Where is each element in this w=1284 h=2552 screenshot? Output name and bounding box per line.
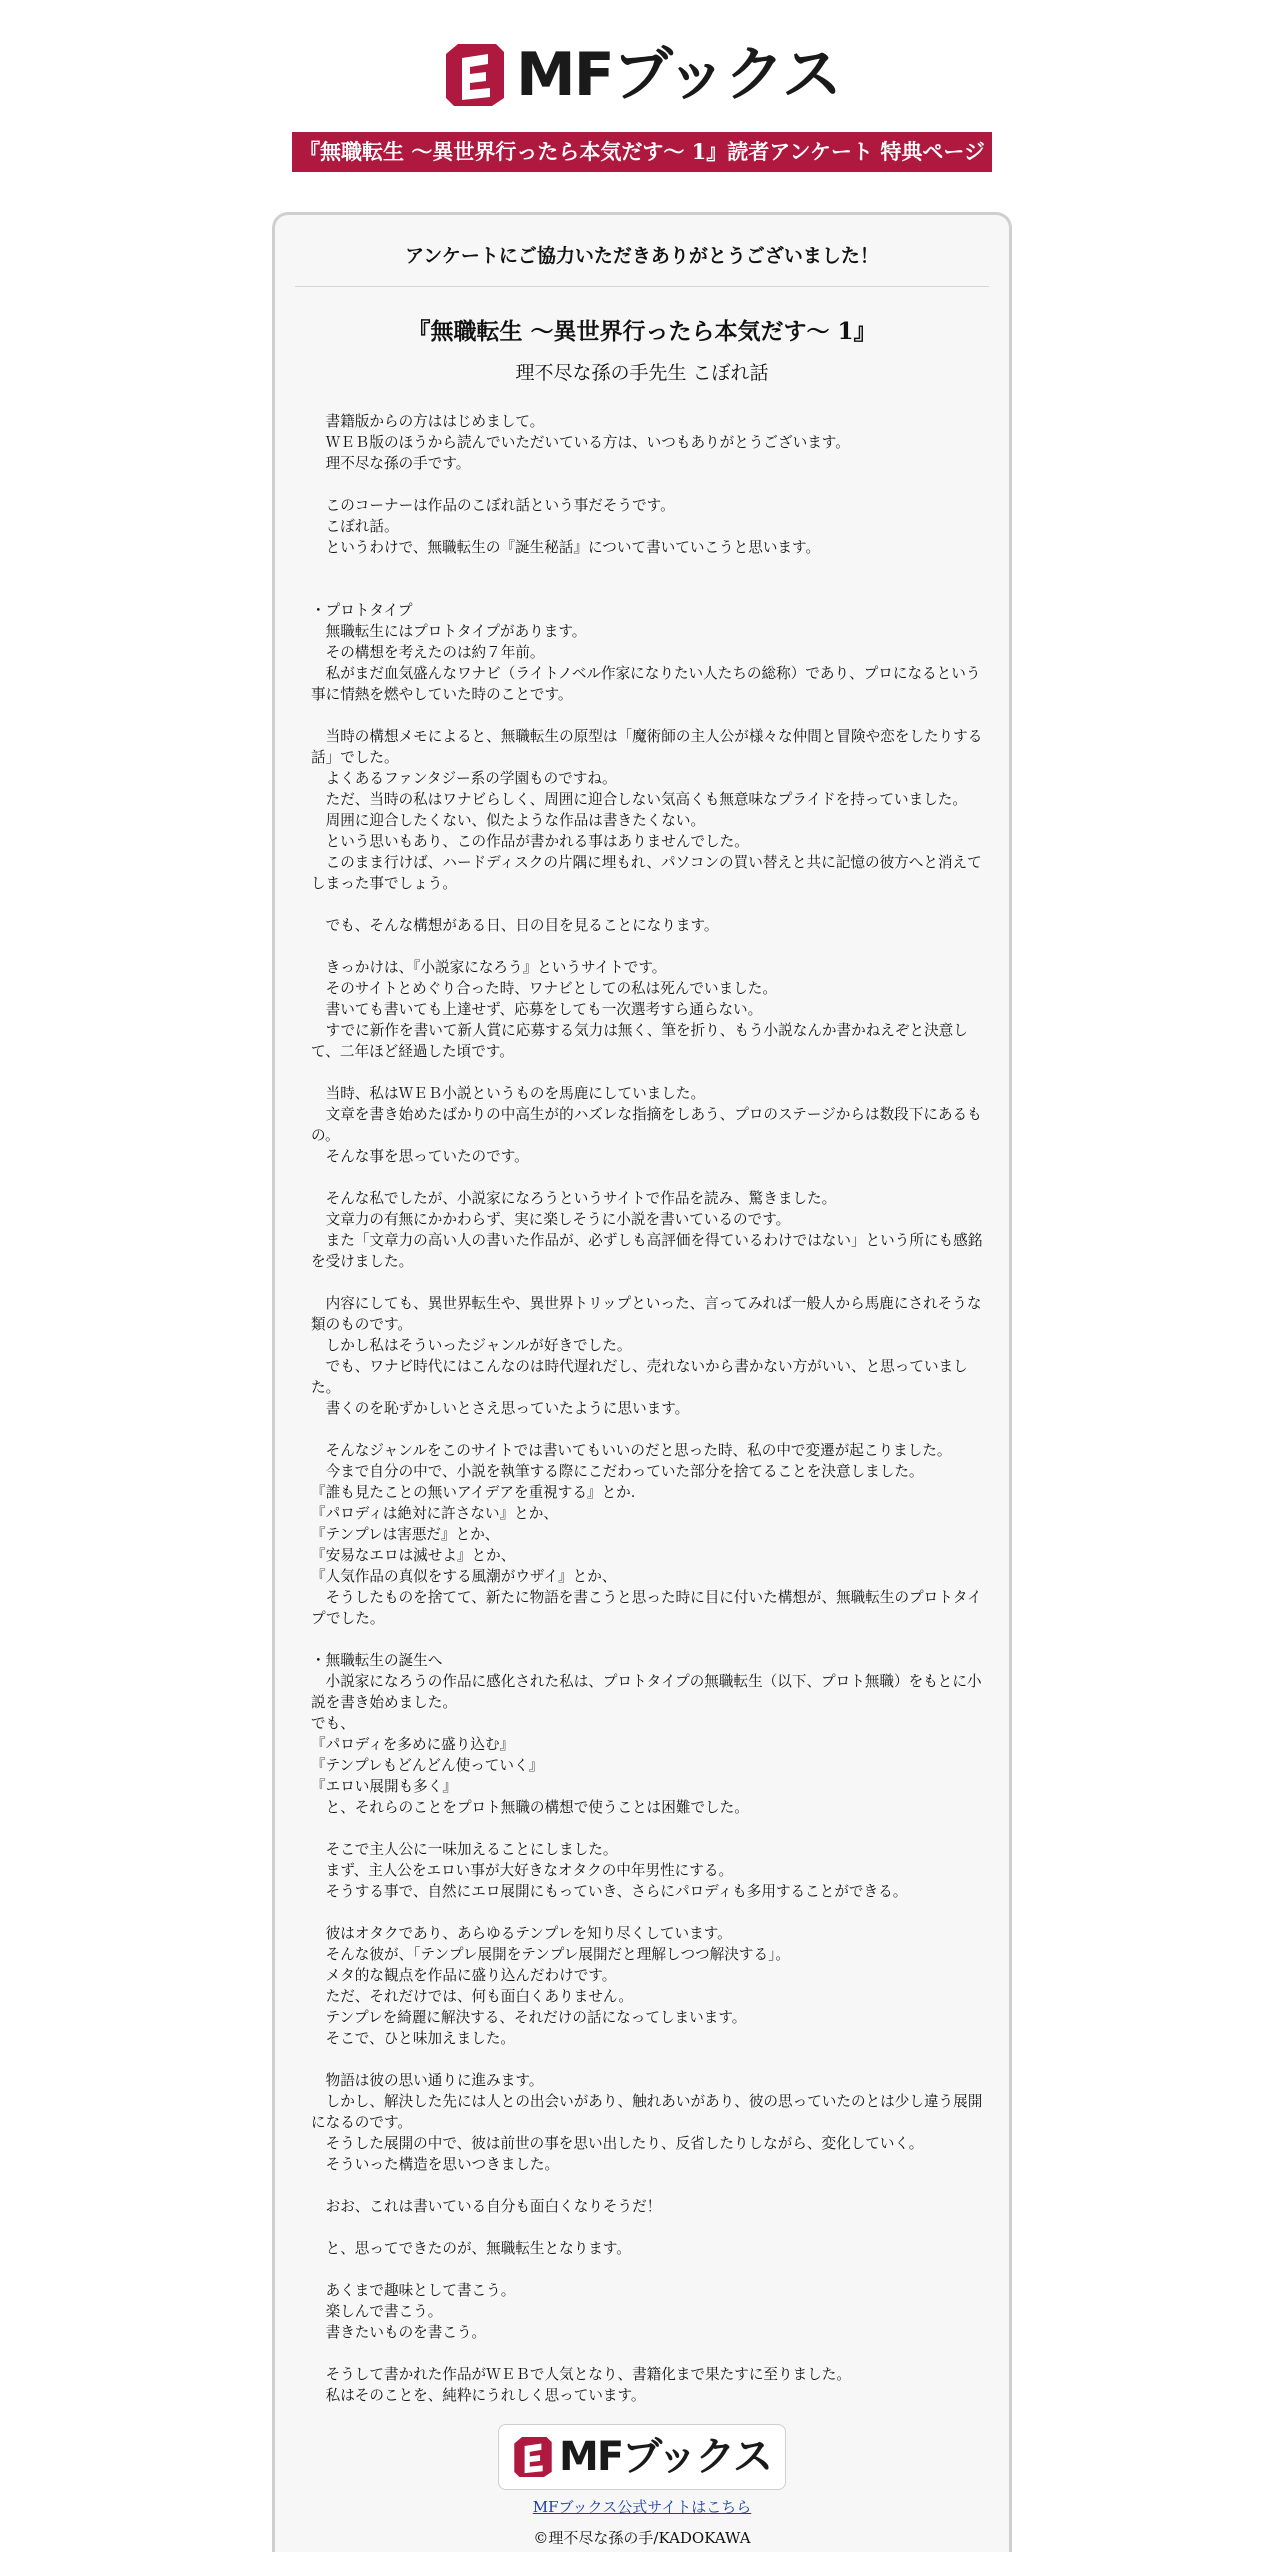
article-body: 書籍版からの方ははじめまして。 ＷＥＢ版のほうから読んでいただいている方は、いつもありがとうございます。 理不尽な孫の手です。 このコーナーは作品のこぼれ話という事だそうです。 こぼれ話。 というわけで、無職転生の『誕生秘話』について書いていこうと思います。 ・プロトタイプ 無職転生にはプロトタイプがあります。 その構想を考えたのは約７年前。 私がまだ血気盛んなワナビ（ライトノベル作家になりたい人たちの総称）であり、プロになるという事に情熱を燃やしていた時のことです。 当時の構想メモによると、無職転生の原型は「魔術師の主人公が様々な仲間と冒険や恋をしたりする話」でした。 よくあるファンタジー系の学園ものですね。 ただ、当時の私はワナビらしく、周囲に迎合しない気高くも無意味なプライドを持っていました。 周囲に迎合したくない、似たような作品は書きたくない。 という思いもあり、この作品が書かれる事はありませんでした。 このまま行けば、ハードディスクの片隅に埋もれ、パソコンの買い替えと共に記憶の彼方へと消えてしまった事でしょう。 でも、そんな構想がある日、日の目を見ることになります。 きっかけは、『小説家になろう』というサイトです。 そのサイトとめぐり合った時、ワナビとしての私は死んでいました。 書いても書いても上達せず、応募をしても一次選考すら通らない。 すでに新作を書いて新人賞に応募する気力は無く、筆を折り、もう小説なんか書かねえぞと決意して、二年ほど経過した頃です。 当時、私はＷＥＢ小説というものを馬鹿にしていました。 文章を書き始めたばかりの中高生が的ハズレな指摘をしあう、プロのステージからは数段下にあるもの。 そんな事を思っていたのです。 そんな私でしたが、小説家になろうというサイトで作品を読み、驚きました。 文章力の有無にかかわらず、実に楽しそうに小説を書いているのです。 また「文章力の高い人の書いた作品が、必ずしも高評価を得ているわけではない」という所にも感銘を受けました。 内容にしても、異世界転生や、異世界トリップといった、言ってみれば一般人から馬鹿にされそうな類のものです。 しかし私はそういったジャンルが好きでした。 でも、ワナビ時代にはこんなのは時代遅れだし、売れないから書かない方がいい、と思っていました。 書くのを恥ずかしいとさえ思っていたように思います。 そんなジャンルをこのサイトでは書いてもいいのだと思った時、私の中で変遷が起こりました。 今まで自分の中で、小説を執筆する際にこだわっていた部分を捨てることを決意しました。 『誰も見たことの無いアイデアを重視する』とか. 『パロディは絶対に許さない』とか、 『テンプレは害悪だ』とか、 『安易なエロは滅せよ』とか、 『人気作品の真似をする風潮がウザイ』とか、 そうしたものを捨てて、新たに物語を書こうと思った時に目に付いた構想が、無職転生のプロトタイプでした。 ・無職転生の誕生へ 小説家になろうの作品に感化された私は、プロトタイプの無職転生（以下、プロト無職）をもとに小説を書き始めました。 でも、 『パロディを多めに盛り込む』 『テンプレもどんどん使っていく』 『エロい展開も多く』 と、それらのことをプロト無職の構想で使うことは困難でした。 そこで主人公に一味加えることにしました。 まず、主人公をエロい事が大好きなオタクの中年男性にする。 そうする事で、自然にエロ展開にもっていき、さらにパロディも多用することができる。 彼はオタクであり、あらゆるテンプレを知り尽くしています。 そんな彼が、「テンプレ展開をテンプレ展開だと理解しつつ解決する」。 メタ的な観点を作品に盛り込んだわけです。 ただ、それだけでは、何も面白くありません。 テンプレを綺麗に解決する、それだけの話になってしまいます。 そこで、ひと味加えました。 物語は彼の思い通りに進みます。 しかし、解決した先には人との出会いがあり、触れあいがあり、彼の思っていたのとは少し違う展開になるのです。 そうした展開の中で、彼は前世の事を思い出したり、反省したりしながら、変化していく。 そういった構造を思いつきました。 おお、これは書いている自分も面白くなりそうだ！ と、思ってできたのが、無職転生となります。 あくまで趣味として書こう。 楽しんで書こう。 書きたいものを書こう。 そうして書かれた作品がＷＥＢで人気となり、書籍化まで果たすに至りました。 私はそのことを、純粋にうれしく思っています。 — [311, 413, 983, 2404]
title-banner: 『無職転生 ～異世界行ったら本気だす～ 1』読者アンケート 特典ページ — [292, 132, 992, 172]
copyright-text: ©理不尽な孫の手/KADOKAWA — [533, 2529, 751, 2547]
mf-books-logo[interactable] — [444, 36, 840, 114]
logo-text: MFブックス — [516, 40, 840, 110]
official-site-link[interactable]: MFブックス公式サイトはこちら — [532, 2498, 752, 2516]
book-title: 『無職転生 ～異世界行ったら本気だす～ 1』 — [407, 318, 877, 345]
page-header — [0, 0, 1284, 172]
book-logo-icon — [444, 40, 506, 110]
thanks-heading: アンケートにご協力いただきありがとうございました！ — [295, 235, 989, 287]
book-logo-icon — [513, 2434, 553, 2480]
content-panel — [272, 212, 1012, 2552]
article-subtitle: 理不尽な孫の手先生 こぼれ話 — [515, 362, 769, 384]
footer-logo[interactable] — [498, 2424, 786, 2490]
page-footer — [295, 2424, 989, 2552]
footer-logo-text: MFブックス — [559, 2434, 771, 2480]
